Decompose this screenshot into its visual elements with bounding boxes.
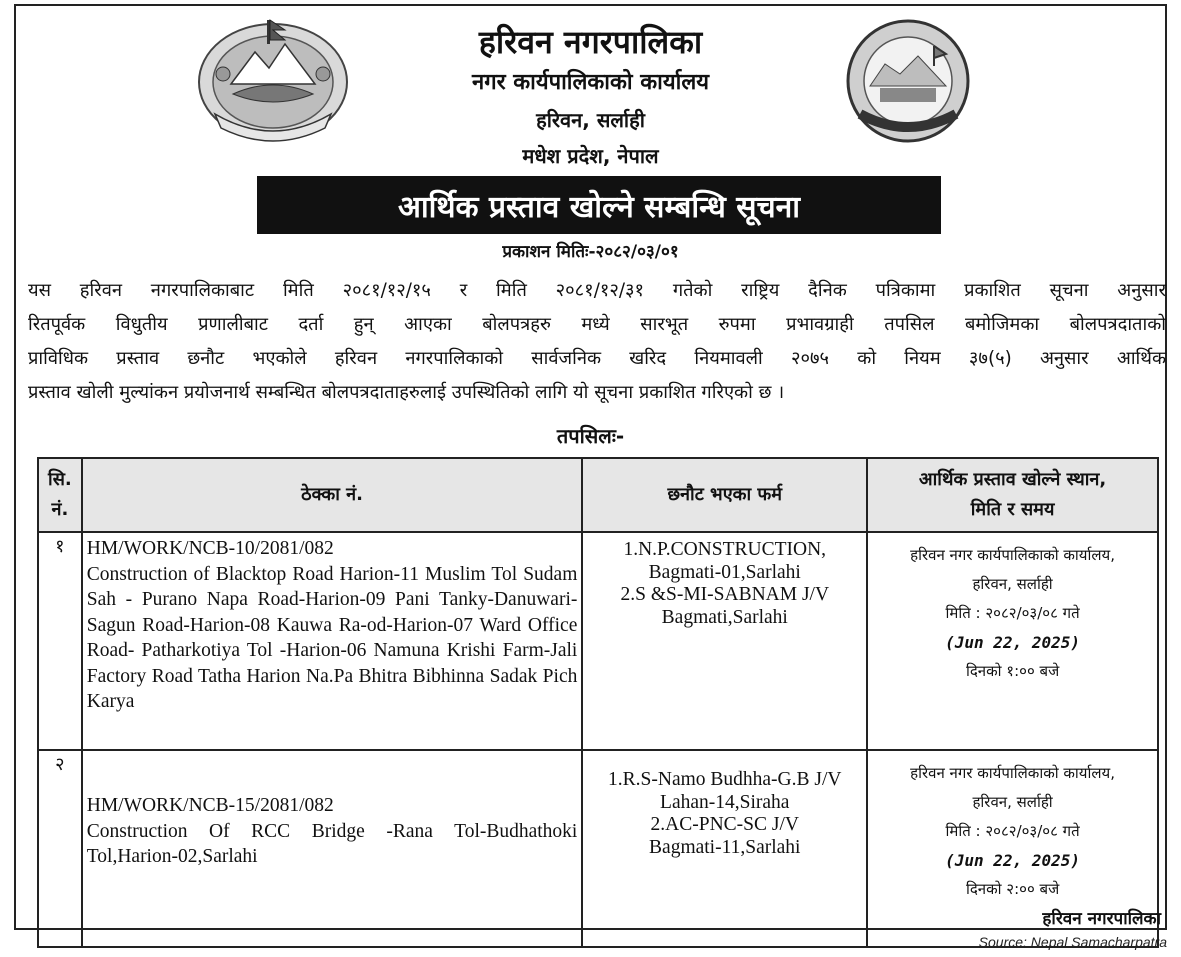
notice-title: आर्थिक प्रस्ताव खोल्ने सम्बन्धि सूचना <box>397 189 801 225</box>
header-sn-line2: नं. <box>51 499 69 520</box>
row-contract <box>82 750 583 947</box>
paragraph-line: प्राविधिक प्रस्ताव छनौट भएकोले हरिवन नगरपालिकाको सार्वजनिक खरिद नियमावली २०७५ को नियम ३७(५) अनुसार आर्थिक <box>28 348 1166 369</box>
venue-office: हरिवन नगर कार्यपालिकाको कार्यालय, <box>910 546 1116 564</box>
contract-code: HM/WORK/NCB-15/2081/082 <box>86 795 334 816</box>
firm-line: 2.S &S-MI-SABNAM J/V <box>620 584 830 605</box>
venue-date-english: (Jun 22, 2025) <box>945 633 1080 652</box>
table-row <box>38 750 1158 947</box>
notice-paragraph <box>28 274 1166 410</box>
venue-date-english: (Jun 22, 2025) <box>945 851 1080 870</box>
source-credit: Source: Nepal Samacharpatra <box>978 934 1167 950</box>
header-venue-line1: आर्थिक प्रस्ताव खोल्ने स्थान, <box>918 469 1107 490</box>
row-venue <box>867 532 1158 750</box>
publication-date: प्रकाशन मितिः-२०८२/०३/०१ <box>502 242 679 262</box>
paragraph-line: प्रस्ताव खोली मुल्यांकन प्रयोजनार्थ सम्बन्धित बोलपत्रदाताहरुलाई उपस्थितिको लागि यो सूचना प्रकाशित गरिएको छ । <box>28 382 785 403</box>
paragraph-line: रितपूर्वक विधुतीय प्रणालीबाट दर्ता हुन् आएका बोलपत्रहरु मध्ये सारभूत रुपमा प्रभावग्राही तपसिल बमोजिमका बोलपत्रदाताको <box>28 314 1166 335</box>
tender-table <box>37 457 1159 948</box>
table-row <box>38 532 1158 750</box>
firm-line: 1.R.S-Namo Budhha-G.B J/V <box>608 769 842 790</box>
contract-description: Construction Of RCC Bridge -Rana Tol-Budhathoki Tol,Harion-02,Sarlahi <box>86 820 578 867</box>
firm-line: Bagmati-11,Sarlahi <box>649 836 801 858</box>
row-firms <box>582 750 867 947</box>
venue-date: मिति : २०८२/०३/०८ गते <box>945 604 1080 622</box>
schedule-heading: तपसिलः- <box>556 424 625 448</box>
header-venue <box>867 458 1158 532</box>
row-firms <box>582 532 867 750</box>
contract-description: Construction of Blacktop Road Harion-11 Muslim Tol Sudam Sah - Purano Napa Road-Harion-09 Pani Tanky-Danuwari-Sagun Road-Harion-08 Kauwa Ra-od-Harion-07 Ward Office Road- Patharkotiya Tol -Harion-06 Namuna Krishi Farm-Jali Factory Road Tatha Harion Na.Pa Bhitra Bibhinna Sadak Pich Karya <box>86 563 578 712</box>
contract-code: HM/WORK/NCB-10/2081/082 <box>86 538 334 559</box>
footer-signature: हरिवन नगरपालिका <box>1042 909 1161 929</box>
province-country: मधेश प्रदेश, नेपाल <box>522 144 659 168</box>
header-sn <box>38 458 82 532</box>
firm-line: Bagmati-01,Sarlahi <box>648 561 801 583</box>
municipality-name: हरिवन नगरपालिका <box>478 23 703 61</box>
row-contract <box>82 532 583 750</box>
paragraph-line: यस हरिवन नगरपालिकाबाट मिति २०८१/१२/१५ र मिति २०८१/१२/३१ गतेको राष्ट्रिय दैनिक पत्रिकामा प्रकाशित सूचना अनुसार <box>28 280 1166 301</box>
header-sn-line1: सि. <box>48 469 72 490</box>
venue-office: हरिवन नगर कार्यपालिकाको कार्यालय, <box>910 764 1116 782</box>
header-venue-line2: मिति र समय <box>970 499 1055 520</box>
venue-time: दिनको १:०० बजे <box>965 662 1060 680</box>
venue-place: हरिवन, सर्लाही <box>972 793 1053 811</box>
notice-title-banner <box>257 176 941 234</box>
header-contract-no: ठेक्का नं. <box>82 458 583 532</box>
row-sn: २ <box>38 750 82 947</box>
venue-date: मिति : २०८२/०३/०८ गते <box>945 822 1080 840</box>
row-sn: १ <box>38 532 82 750</box>
table-header-row <box>38 458 1158 532</box>
venue-place: हरिवन, सर्लाही <box>972 575 1053 593</box>
office-location: हरिवन, सर्लाही <box>536 108 645 132</box>
firm-line: 2.AC-PNC-SC J/V <box>650 814 799 835</box>
firm-line: 1.N.P.CONSTRUCTION, <box>623 539 827 560</box>
firm-line: Lahan-14,Siraha <box>660 791 790 813</box>
office-name: नगर कार्यपालिकाको कार्यालय <box>472 70 709 95</box>
venue-time: दिनको २:०० बजे <box>965 880 1060 898</box>
firm-line: Bagmati,Sarlahi <box>661 606 788 628</box>
header-selected-firm: छनौट भएका फर्म <box>582 458 867 532</box>
